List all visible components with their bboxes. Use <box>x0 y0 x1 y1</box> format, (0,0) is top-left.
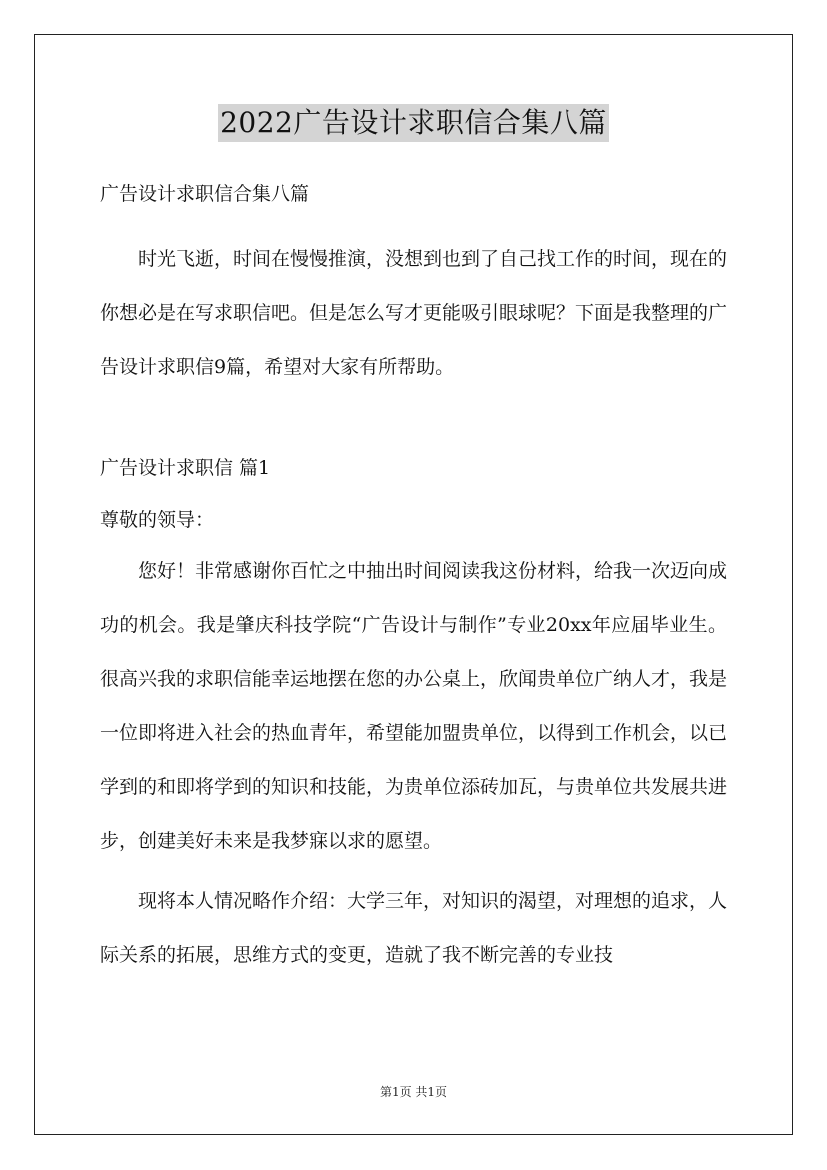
page-footer: 第1页 共1页 <box>379 1085 448 1099</box>
section-heading: 广告设计求职信 篇1 <box>100 457 271 479</box>
document-body <box>100 176 727 982</box>
salutation: 尊敬的领导： <box>100 509 215 531</box>
intro-paragraph: 时光飞逝，时间在慢慢推演，没想到也到了自己找工作的时间，现在的你想必是在写求职信吧。但是怎么写才更能吸引眼球呢？下面是我整理的广告设计求职信9篇，希望对大家有所帮助。 <box>100 248 728 378</box>
body-paragraph-2: 现将本人情况略作介绍：大学三年，对知识的渴望，对理想的追求，人际关系的拓展，思维方式的变更，造就了我不断完善的专业技 <box>100 890 728 966</box>
document-subtitle: 广告设计求职信合集八篇 <box>100 183 310 205</box>
title-container <box>0 104 827 142</box>
body-paragraph-1: 您好！非常感谢你百忙之中抽出时间阅读我这份材料，给我一次迈向成功的机会。我是肇庆科技学院“广告设计与制作”专业20xx年应届毕业生。很高兴我的求职信能幸运地摆在您的办公桌上，欣闻贵单位广纳人才，我是一位即将进入社会的热血青年，希望能加盟贵单位，以得到工作机会，以已学到的和即将学到的知识和技能，为贵单位添砖加瓦，与贵单位共发展共进步，创建美好未来是我梦寐以求的愿望。 <box>100 560 728 852</box>
document-title: 2022广告设计求职信合集八篇 <box>218 104 609 142</box>
